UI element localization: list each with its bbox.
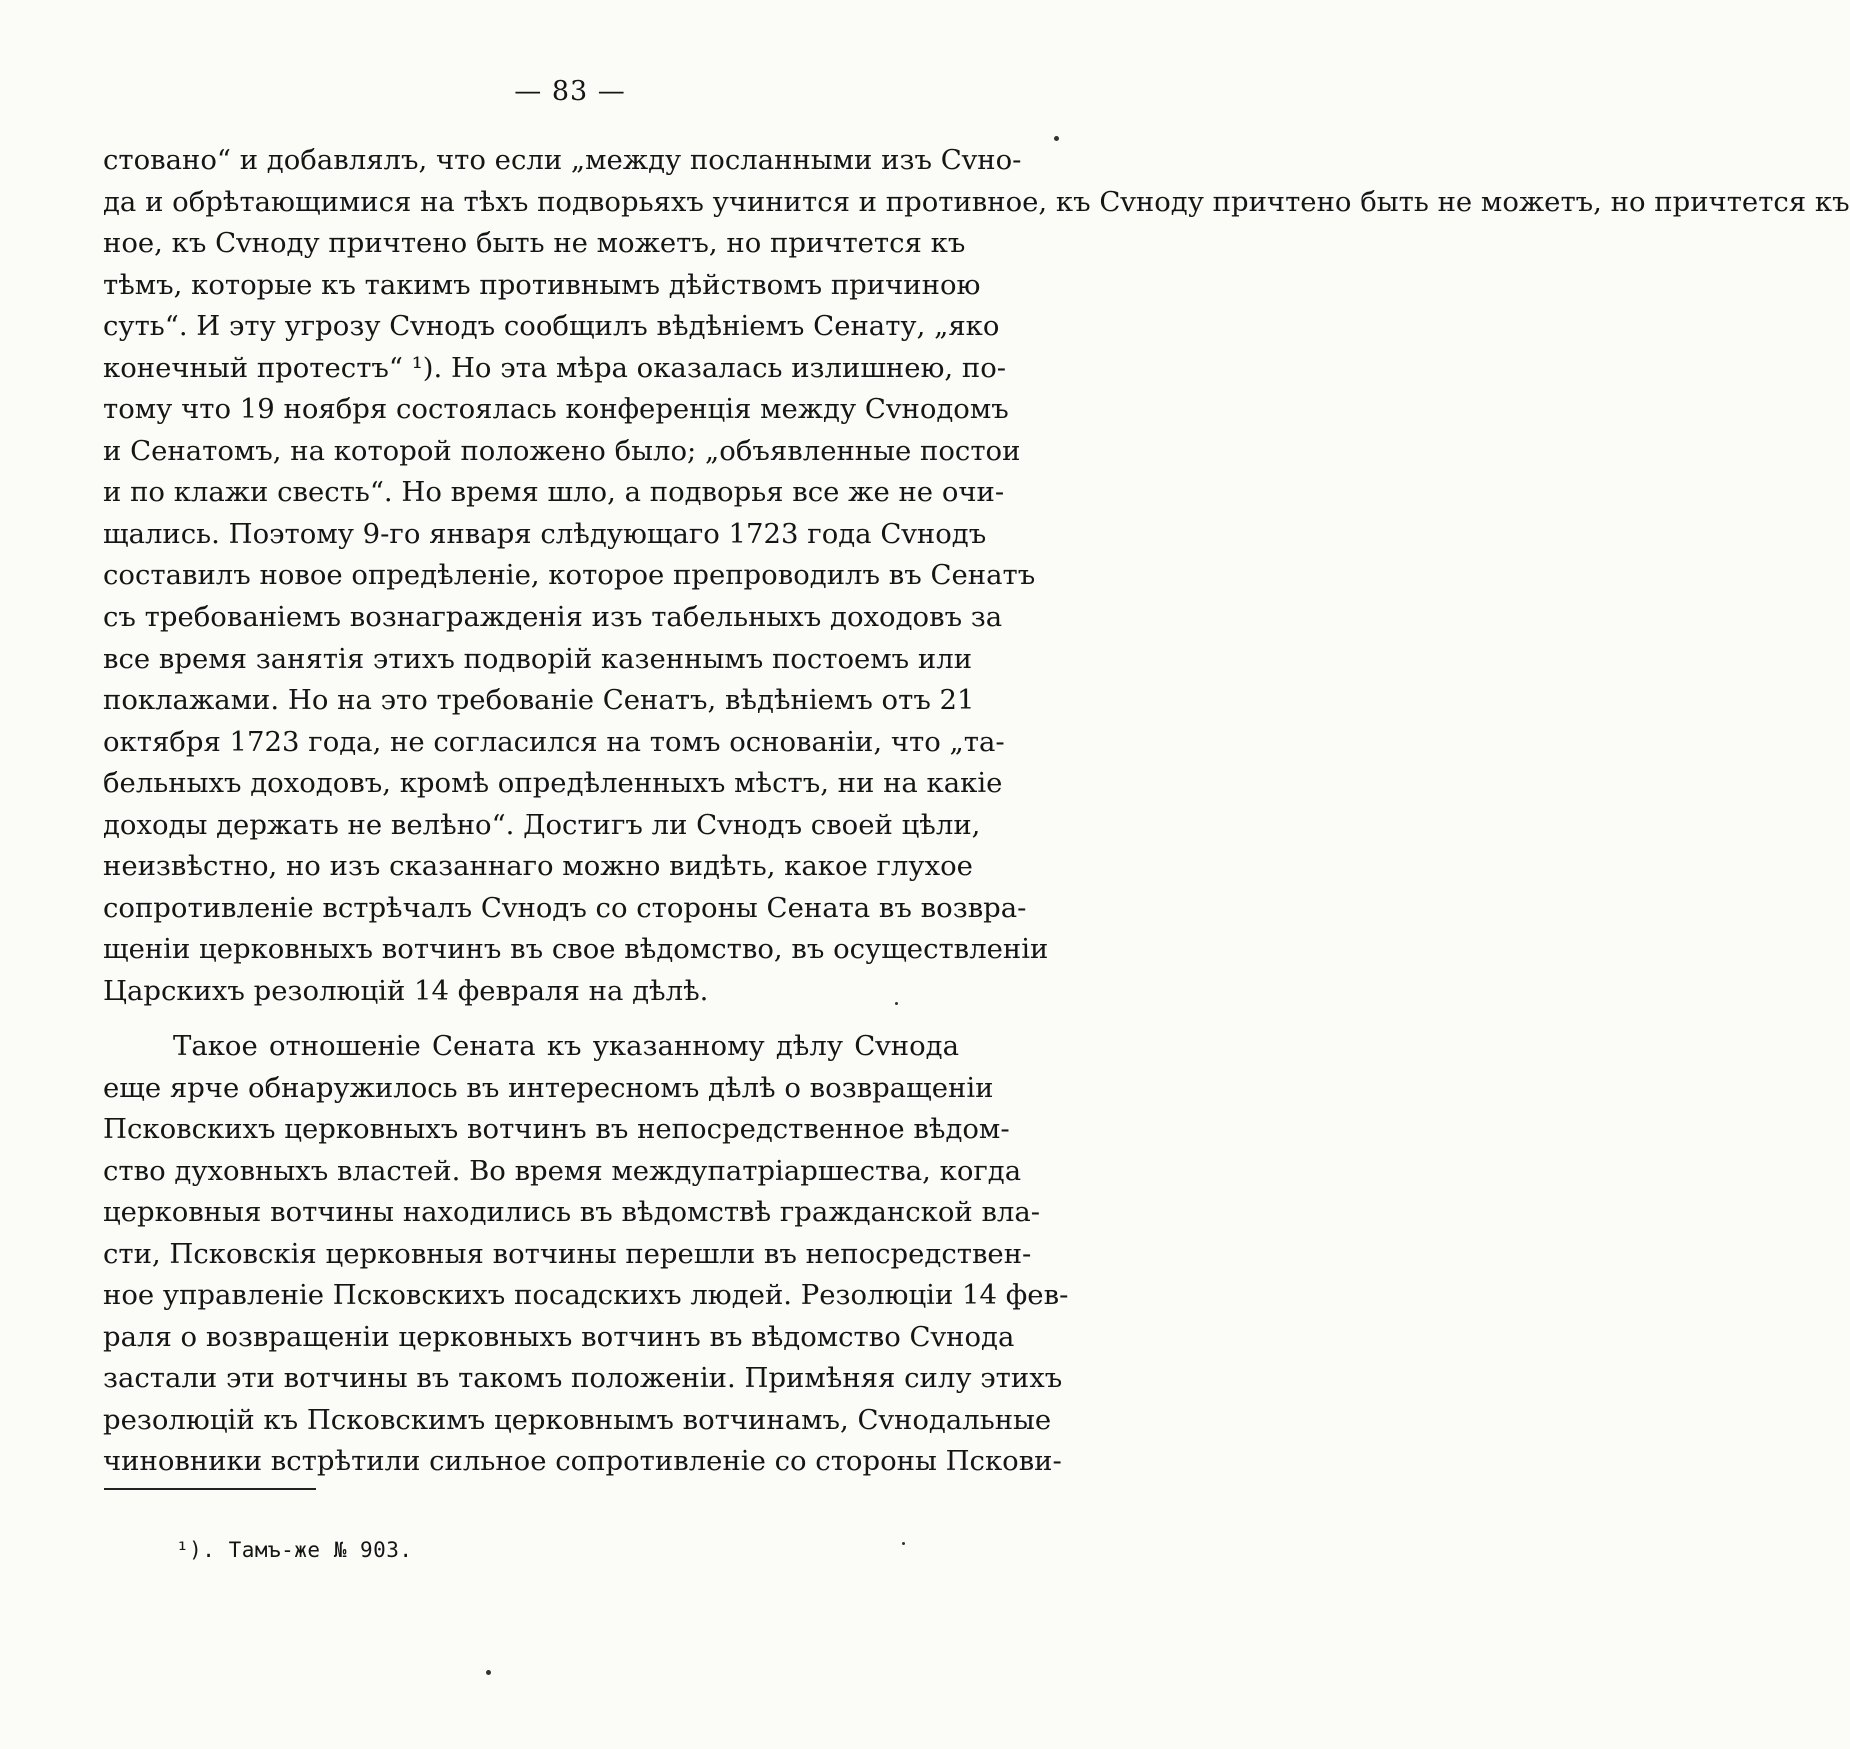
text-line: все время занятія этихъ подворій казеннымъ постоемъ или — [103, 642, 973, 675]
text-line: конечный протестъ“ ¹). Но эта мѣра оказалась излишнею, по- — [103, 351, 1007, 384]
text-line: и по клажи свесть“. Но время шло, а подворья все же не очи- — [103, 476, 1005, 509]
text-line: щались. Поэтому 9-го января слѣдующаго 1723 года Сvнодъ — [103, 517, 987, 550]
scan-speck — [895, 1002, 898, 1005]
text-line: Псковскихъ церковныхъ вотчинъ въ непосредственное вѣдом- — [103, 1113, 1010, 1146]
text-line: стовано“ и добавлялъ, что если „между посланными изъ Сvно- — [103, 144, 1022, 176]
text-line: доходы держать не велѣно“. Достигъ ли Сvнодъ своей цѣли, — [103, 808, 981, 841]
text-line: раля о возвращеніи церковныхъ вотчинъ въ вѣдомство Сvнода — [103, 1320, 1015, 1353]
text-line: еще ярче обнаружилось въ интересномъ дѣлѣ о возвращеніи — [103, 1071, 994, 1104]
text-line: тѣмъ, которые къ такимъ противнымъ дѣйствомъ причиною — [103, 268, 981, 301]
text-line: застали эти вотчины въ такомъ положеніи. Примѣняя силу этихъ — [103, 1362, 1063, 1395]
footnote: ¹). Тамъ-же № 903. — [176, 1538, 413, 1562]
paragraph-1 — [103, 140, 1850, 1012]
page-number: — 83 — — [514, 76, 626, 107]
text-line: ство духовныхъ властей. Во время междупатріаршества, когда — [103, 1154, 1022, 1187]
text-line: составилъ новое опредѣленіе, которое препроводилъ въ Сенатъ — [103, 559, 1036, 592]
text-line: октября 1723 года, не согласился на томъ основаніи, что „та- — [103, 725, 1005, 758]
scan-speck — [486, 1670, 491, 1675]
text-line: да и обрѣтающимися на тѣхъ подворьяхъ учинится и противное, къ Сvноду причтено быть не можетъ, но причтется къ — [103, 185, 1850, 218]
text-line: ное управленіе Псковскихъ посадскихъ людей. Резолюціи 14 фев- — [103, 1279, 1069, 1312]
scan-speck — [1054, 136, 1059, 141]
text-line: неизвѣстно, но изъ сказаннаго можно видѣть, какое глухое — [103, 850, 973, 883]
text-line: и Сенатомъ, на которой положено было; „объявленные постои — [103, 434, 1021, 467]
text-line: сти, Псковскія церковныя вотчины перешли въ непосредствен- — [103, 1237, 1032, 1270]
text-line: щеніи церковныхъ вотчинъ въ свое вѣдомство, въ осуществленіи — [103, 933, 1049, 966]
text-line: сопротивленіе встрѣчалъ Сvнодъ со стороны Сената въ возвра- — [103, 891, 1027, 924]
text-line: тому что 19 ноября состоялась конференція между Сvнодомъ — [103, 393, 1009, 426]
text-line: резолюцій къ Псковскимъ церковнымъ вотчинамъ, Сvнодальные — [103, 1403, 1052, 1436]
text-line: бельныхъ доходовъ, кромѣ опредѣленныхъ мѣстъ, ни на какіе — [103, 767, 1003, 800]
footnote-divider — [104, 1488, 316, 1490]
text-line: съ требованіемъ вознагражденія изъ табельныхъ доходовъ за — [103, 601, 1003, 634]
text-line: ное, къ Сvноду причтено быть не можетъ, но причтется къ — [103, 227, 966, 260]
text-line: суть“. И эту угрозу Сvнодъ сообщилъ вѣдѣніемъ Сенату, „яко — [103, 310, 1000, 343]
scan-speck — [902, 1542, 905, 1545]
text-line: Такое отношеніе Сената къ указанному дѣлу Сvнода — [173, 1030, 959, 1062]
paragraph-2 — [103, 1026, 1069, 1483]
text-line: Царскихъ резолюцій 14 февраля на дѣлѣ. — [103, 974, 709, 1007]
text-line: чиновники встрѣтили сильное сопротивленіе со стороны Пскови- — [103, 1445, 1062, 1478]
text-line: церковныя вотчины находились въ вѣдомствѣ гражданской вла- — [103, 1196, 1041, 1229]
text-line: поклажами. Но на это требованіе Сенатъ, вѣдѣніемъ отъ 21 — [103, 684, 975, 717]
